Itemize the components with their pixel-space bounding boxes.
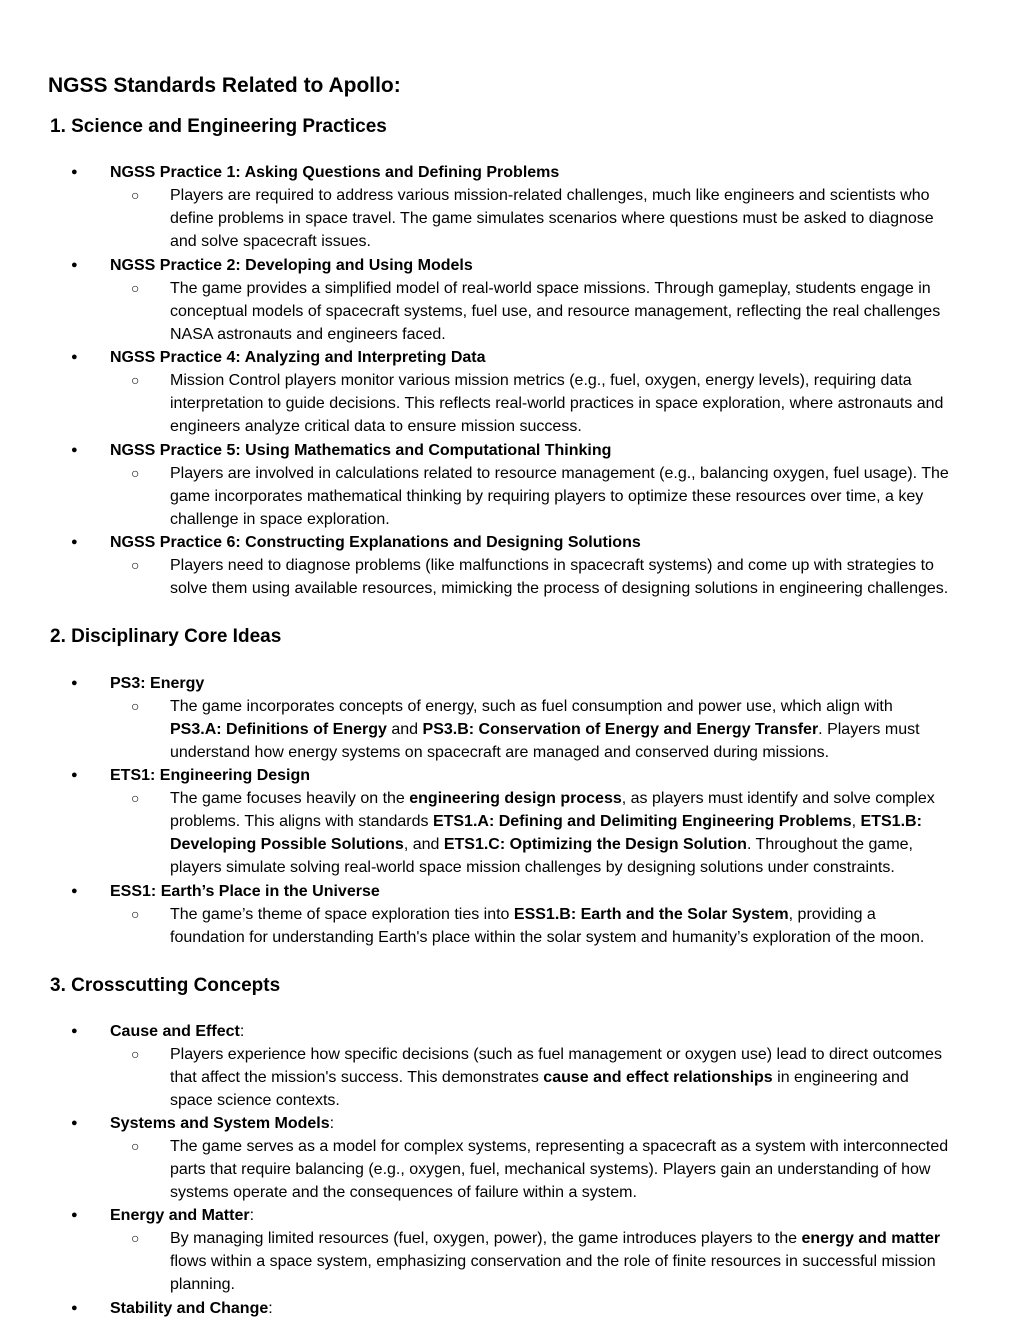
sub-bullet-icon: ○ (131, 187, 140, 203)
bullet-icon: ● (71, 677, 78, 689)
practice-description: Mission Control players monitor various mission metrics (e.g., fuel, oxygen, energy levels), requiring data interpretation to guide decisions. This reflects real-world practices in space exploration, where astronauts and engineers analyze critical data to ensure mission success. (170, 372, 944, 435)
section-heading: 2. Disciplinary Core Ideas (50, 626, 282, 647)
concept-description: Players experience how specific decisions (such as fuel management or oxygen use) lead to direct outcomes that affect the mission's success. This demonstrates cause and effect relationships in engineering and space science contexts. (170, 1046, 942, 1109)
sub-bullet-icon: ○ (131, 1230, 140, 1246)
bullet-icon: ● (71, 351, 78, 363)
sub-bullet-icon: ○ (131, 280, 140, 296)
concept-description: The game serves as a model for complex systems, representing a spacecraft as a system with interconnected parts that require balancing (e.g., oxygen, fuel, mechanical systems). Players gain an understanding of how systems operate and the consequences of failure within a system. (170, 1138, 949, 1201)
sub-bullet-icon: ○ (131, 790, 140, 806)
section-heading: 3. Crosscutting Concepts (50, 975, 281, 996)
practice-label: NGSS Practice 5: Using Mathematics and Computational Thinking (110, 442, 612, 459)
bullet-icon: ● (71, 769, 78, 781)
core-idea-description: The game incorporates concepts of energy, such as fuel consumption and power use, which align with PS3.A: Definitions of Energy and PS3.B: Conservation of Energy and Energy Transfer. Players must understand how energy systems on spacecraft are managed and conserved during missions. (170, 698, 920, 761)
sub-bullet-icon: ○ (131, 906, 140, 922)
bullet-icon: ● (71, 1025, 78, 1037)
concept-label: Systems and System Models: (110, 1115, 335, 1132)
concept-label: Cause and Effect: (110, 1023, 245, 1040)
sub-bullet-icon: ○ (131, 557, 140, 573)
core-idea-label: ETS1: Engineering Design (110, 767, 311, 784)
sub-bullet-icon: ○ (131, 372, 140, 388)
sub-bullet-icon: ○ (131, 1046, 140, 1062)
concept-label: Energy and Matter: (110, 1207, 255, 1224)
concept-label: Stability and Change: (110, 1300, 273, 1317)
bullet-icon: ● (71, 536, 78, 548)
bullet-icon: ● (71, 1302, 78, 1314)
practice-description: Players are required to address various mission-related challenges, much like engineers and scientists who define problems in space travel. The game simulates scenarios where questions must be asked to diagnose and solve spacecraft issues. (170, 187, 934, 250)
page-title: NGSS Standards Related to Apollo: (48, 74, 401, 97)
bullet-icon: ● (71, 444, 78, 456)
practice-label: NGSS Practice 1: Asking Questions and Defining Problems (110, 164, 560, 181)
practice-description: Players need to diagnose problems (like malfunctions in spacecraft systems) and come up with strategies to solve them using available resources, mimicking the process of designing solutions in engineering challenges. (170, 557, 949, 597)
core-idea-description: The game’s theme of space exploration ties into ESS1.B: Earth and the Solar System, providing a foundation for understanding Earth's place within the solar system and humanity’s exploration of the moon. (170, 906, 925, 946)
section-heading: 1. Science and Engineering Practices (50, 116, 387, 137)
sub-bullet-icon: ○ (131, 698, 140, 714)
bullet-icon: ● (71, 1209, 78, 1221)
core-idea-label: ESS1: Earth’s Place in the Universe (110, 883, 380, 900)
bullet-icon: ● (71, 166, 78, 178)
core-idea-label: PS3: Energy (110, 675, 205, 692)
sub-bullet-icon: ○ (131, 465, 140, 481)
practice-description: Players are involved in calculations related to resource management (e.g., balancing oxygen, fuel usage). The game incorporates mathematical thinking by requiring players to optimize these resources over time, a key challenge in space exploration. (170, 465, 949, 528)
practice-label: NGSS Practice 4: Analyzing and Interpreting Data (110, 349, 486, 366)
practice-label: NGSS Practice 2: Developing and Using Models (110, 257, 473, 274)
bullet-icon: ● (71, 259, 78, 271)
sub-bullet-icon: ○ (131, 1138, 140, 1154)
concept-description: By managing limited resources (fuel, oxygen, power), the game introduces players to the energy and matter flows within a space system, emphasizing conservation and the role of finite resources in successful mission planning. (170, 1230, 941, 1293)
bullet-icon: ● (71, 1117, 78, 1129)
bullet-icon: ● (71, 885, 78, 897)
core-idea-description: The game focuses heavily on the engineering design process, as players must identify and solve complex problems. This aligns with standards ETS1.A: Defining and Delimiting Engineering Problems, ETS1.B: Developing Possible Solutions, and ETS1.C: Optimizing the Design Solution. Throughout the game, players simulate solving real-world space mission challenges by designing solutions under constraints. (170, 790, 935, 876)
practice-label: NGSS Practice 6: Constructing Explanations and Designing Solutions (110, 534, 641, 551)
practice-description: The game provides a simplified model of real-world space missions. Through gameplay, students engage in conceptual models of spacecraft systems, fuel use, and resource management, reflecting the real challenges NASA astronauts and engineers faced. (170, 280, 941, 343)
